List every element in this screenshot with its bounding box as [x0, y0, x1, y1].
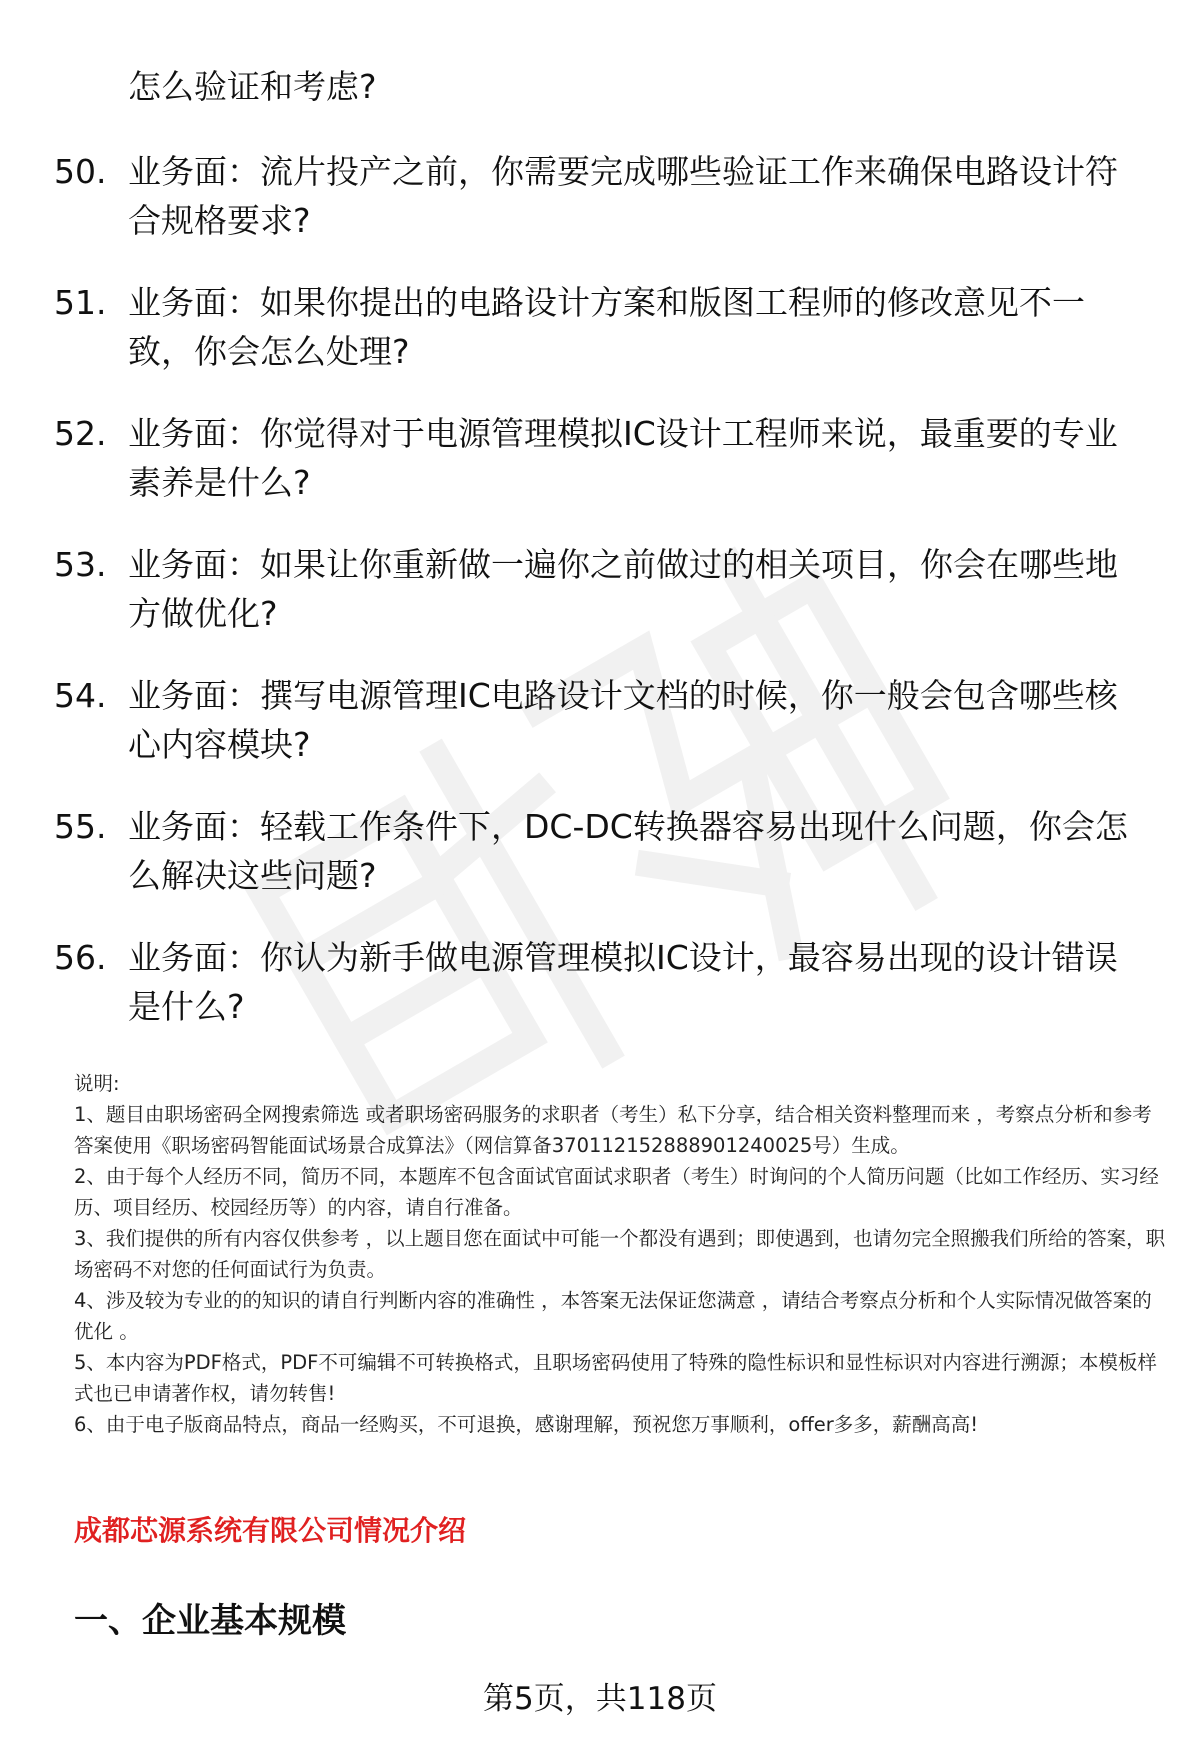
- question-item: [0, 147, 1200, 278]
- section-heading: 一、企业基本规模: [74, 1601, 346, 1641]
- question-item: [0, 540, 1200, 671]
- question-number: 52.: [54, 414, 107, 453]
- page-number-footer: 第5页，共118页: [483, 1681, 717, 1717]
- note-item: 6、由于电子版商品特点，商品一经购买，不可退换，感谢理解，预祝您万事顺利，offer多多，薪酬高高!: [74, 1413, 979, 1436]
- note-item: 4、涉及较为专业的的知识的请自行判断内容的准确性 ，本答案无法保证您满意 ，请结合考察点分析和个人实际情况做答案的优化 。: [74, 1289, 1152, 1343]
- question-item: [0, 802, 1200, 933]
- notes-section: [74, 1068, 1166, 1440]
- question-text: 业务面：如果你提出的电路设计方案和版图工程师的修改意见不一致，你会怎么处理?: [128, 283, 1085, 371]
- question-item: [0, 933, 1200, 1064]
- question-text: 业务面：轻载工作条件下，DC-DC转换器容易出现什么问题，你会怎么解决这些问题?: [128, 807, 1128, 895]
- question-number: 50.: [54, 152, 107, 191]
- question-item: [0, 278, 1200, 409]
- question-number: 51.: [54, 283, 107, 322]
- question-number: 55.: [54, 807, 107, 846]
- note-item: 2、由于每个人经历不同，简历不同，本题库不包含面试官面试求职者（考生）时询问的个人简历问题（比如工作经历、实习经历、项目经历、校园经历等）的内容，请自行准备。: [74, 1165, 1159, 1219]
- question-text: 业务面：如果让你重新做一遍你之前做过的相关项目，你会在哪些地方做优化?: [128, 545, 1118, 633]
- question-continuation: 怎么验证和考虑?: [128, 67, 377, 106]
- question-item: [0, 671, 1200, 802]
- question-number: 56.: [54, 938, 107, 977]
- question-number: 54.: [54, 676, 107, 715]
- note-item: 5、本内容为PDF格式，PDF不可编辑不可转换格式，且职场密码使用了特殊的隐性标识和显性标识对内容进行溯源；本模板样式也已申请著作权，请勿转售!: [74, 1351, 1157, 1405]
- question-item: [0, 409, 1200, 540]
- question-text: 业务面：你认为新手做电源管理模拟IC设计，最容易出现的设计错误是什么?: [128, 938, 1118, 1026]
- question-number: 53.: [54, 545, 107, 584]
- question-text: 业务面：撰写电源管理IC电路设计文档的时候，你一般会包含哪些核心内容模块?: [128, 676, 1118, 764]
- note-item: 1、题目由职场密码全网搜索筛选 或者职场密码服务的求职者（考生）私下分享，结合相关资料整理而来 ，考察点分析和参考答案使用《职场密码智能面试场景合成算法》（网信算备370112152888901240025号）生成。: [74, 1103, 1152, 1157]
- notes-heading: 说明:: [74, 1072, 120, 1095]
- question-text: 业务面：流片投产之前，你需要完成哪些验证工作来确保电路设计符合规格要求?: [128, 152, 1118, 240]
- company-title: 成都芯源系统有限公司情况介绍: [74, 1514, 467, 1547]
- question-list: [0, 147, 1200, 1064]
- note-item: 3、我们提供的所有内容仅供参考 ，以上题目您在面试中可能一个都没有遇到；即使遇到，也请勿完全照搬我们所给的答案，职场密码不对您的任何面试行为负责。: [74, 1227, 1166, 1281]
- question-text: 业务面：你觉得对于电源管理模拟IC设计工程师来说，最重要的专业素养是什么?: [128, 414, 1118, 502]
